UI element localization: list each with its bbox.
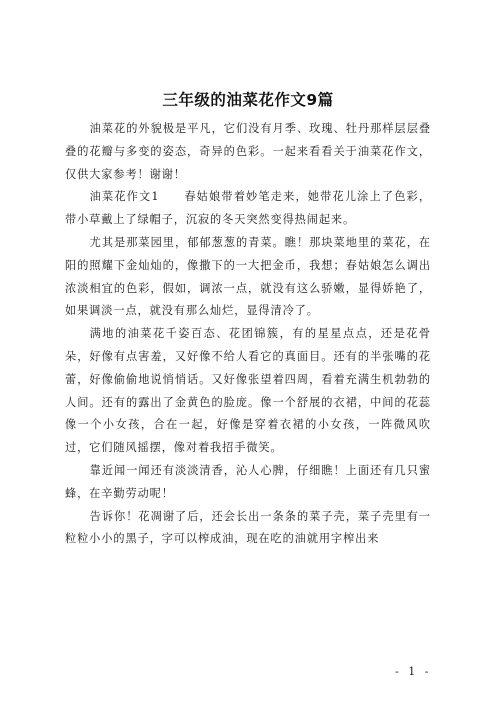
paragraph: 靠近闻一闻还有淡淡清香，沁人心脾，仔细瞧！上面还有几只蜜蜂，在辛勤劳动呢！ (65, 463, 431, 500)
paragraph: 尤其是那菜园里，郁郁葱葱的青菜。瞧！那块菜地里的菜花，在阳的照耀下金灿灿的，像撒下的一大把金币，我想；春姑娘怎么调出浓淡相宜的色彩，假如，调浓一点，就没有这么骄嫩，显得娇艳了，如果调淡一点，就没有那么灿烂，显得清冷了。 (65, 235, 431, 318)
paragraph: 油菜花的外貌极是平凡，它们没有月季、玫瑰、牡丹那样层层叠叠的花瓣与多变的姿态，奇异的色彩。一起来看看关于油菜花作文，仅供大家参考！谢谢！ (65, 122, 431, 181)
document-body (65, 118, 431, 551)
page-number: - 1 - (395, 665, 432, 678)
paragraph: 满地的油菜花千姿百态、花团锦簇，有的星星点点，还是花骨朵，好像有点害羞，又好像不给人看它的真面目。还有的半张嘴的花蕾，好像偷偷地说悄悄话。又好像张望着四周，看着充满生机勃勃的人间。还有的露出了金黄色的脸庞。像一个舒展的衣裙，中间的花蕊像一个小女孩，合在一起，好像是穿着衣裙的小女孩，一阵微风吹过，它们随风摇摆，像对着我招手微笑。 (65, 327, 431, 455)
paragraph: 告诉你！花凋谢了后，还会长出一条条的菜子壳，菜子壳里有一粒粒小小的黑子，字可以榨成油，现在吃的油就用字榨出来 (65, 509, 431, 546)
document-title: 三年级的油菜花作文9篇 (162, 91, 334, 109)
paragraph: 油菜花作文1 春姑娘带着妙笔走来，她带花儿涂上了色彩，带小草戴上了绿帽子，沉寂的冬天突然变得热闹起来。 (65, 190, 431, 227)
